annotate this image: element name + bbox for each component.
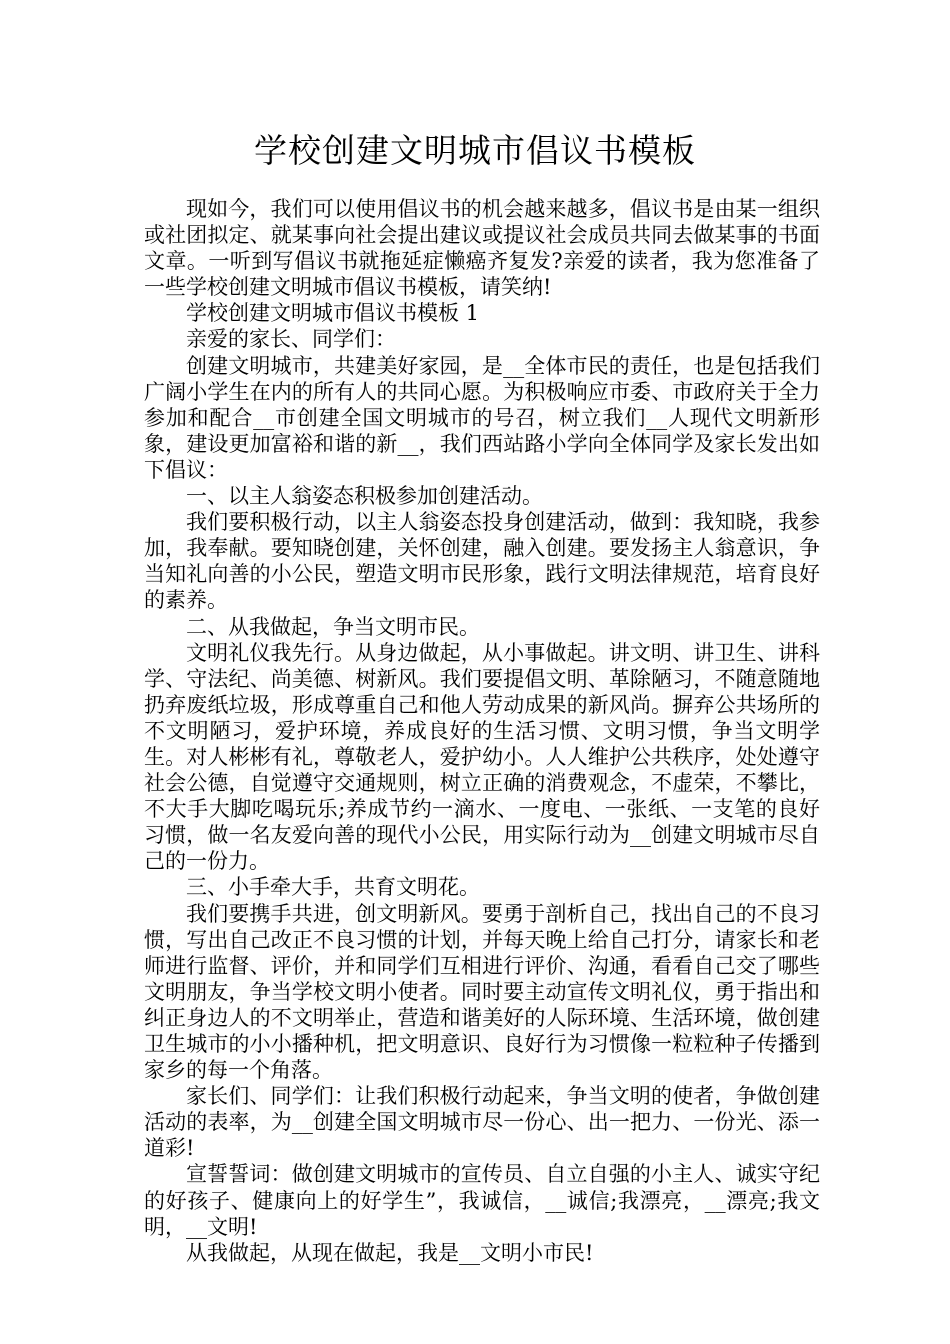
paragraph-template-heading: 学校创建文明城市倡议书模板 1 — [186, 301, 480, 326]
section-heading-3: 三、小手牵大手，共育文明花。 — [186, 875, 480, 900]
paragraph-closing: 从我做起，从现在做起，我是__文明小市民! — [186, 1240, 594, 1265]
paragraph-section-2: 文明礼仪我先行。从身边做起，从小事做起。讲文明、讲卫生、讲科学、守法纪、尚美德、树新风。我们要提倡文明、革除陋习，不随意随地扔弃废纸垃圾，形成尊重自己和他人劳动成果的新风尚。摒弃公共场所的不文明陋习，爱护环境，养成良好的生活习惯、文明习惯，争当文明学生。对人彬彬有礼，尊敬老人，爱护幼小。人人维护公共秩序，处处遵守社会公德，自觉遵守交通规则，树立正确的消费观念，不虚荣，不攀比，不大手大脚吃喝玩乐;养成节约一滴水、一度电、一张纸、一支笔的良好习惯，做一名友爱向善的现代小公民，用实际行动为__创建文明城市尽自己的一份力。 — [144, 640, 820, 874]
paragraph-section-1: 我们要积极行动，以主人翁姿态投身创建活动，做到：我知晓，我参加，我奉献。要知晓创建，关怀创建，融入创建。要发扬主人翁意识，争当知礼向善的小公民，塑造文明市民形象，践行文明法律规范，培育良好的素养。 — [144, 510, 820, 613]
section-heading-2: 二、从我做起，争当文明市民。 — [186, 614, 480, 639]
paragraph-oath: 宣誓誓词：做创建文明城市的宣传员、自立自强的小主人、诚实守纪的好孩子、健康向上的好学生”，我诚信，__诚信;我漂亮，__漂亮;我文明，__文明! — [144, 1162, 820, 1239]
paragraph-intro: 现如今，我们可以使用倡议书的机会越来越多，倡议书是由某一组织或社团拟定、就某事向社会提出建议或提议社会成员共同去做某事的书面文章。一听到写倡议书就拖延症懒癌齐复发?亲爱的读者，我为您准备了一些学校创建文明城市倡议书模板，请笑纳! — [144, 197, 820, 300]
document-body — [144, 196, 820, 1266]
document-title: 学校创建文明城市倡议书模板 — [254, 131, 696, 170]
paragraph-call-to-action: 家长们、同学们：让我们积极行动起来，争当文明的使者，争做创建活动的表率，为__创建全国文明城市尽一份心、出一把力、一份光、添一道彩! — [144, 1084, 820, 1161]
paragraph-opening: 创建文明城市，共建美好家园，是__全体市民的责任，也是包括我们广阔小学生在内的所有人的共同心愿。为积极响应市委、市政府关于全力参加和配合__市创建全国文明城市的号召，树立我们__人现代文明新形象，建设更加富裕和谐的新__，我们西站路小学向全体同学及家长发出如下倡议： — [144, 353, 820, 482]
section-heading-1: 一、以主人翁姿态积极参加创建活动。 — [186, 484, 543, 509]
paragraph-salutation: 亲爱的家长、同学们： — [186, 327, 396, 352]
paragraph-section-3: 我们要携手共进，创文明新风。要勇于剖析自己，找出自己的不良习惯，写出自己改正不良习惯的计划，并每天晚上给自己打分，请家长和老师进行监督、评价，并和同学们互相进行评价、沟通，看看自己交了哪些文明朋友，争当学校文明小使者。同时要主动宣传文明礼仪，勇于指出和纠正身边人的不文明举止，营造和谐美好的人际环境、生活环境，做创建卫生城市的小小播种机，把文明意识、良好行为习惯像一粒粒种子传播到家乡的每一个角落。 — [144, 901, 820, 1083]
